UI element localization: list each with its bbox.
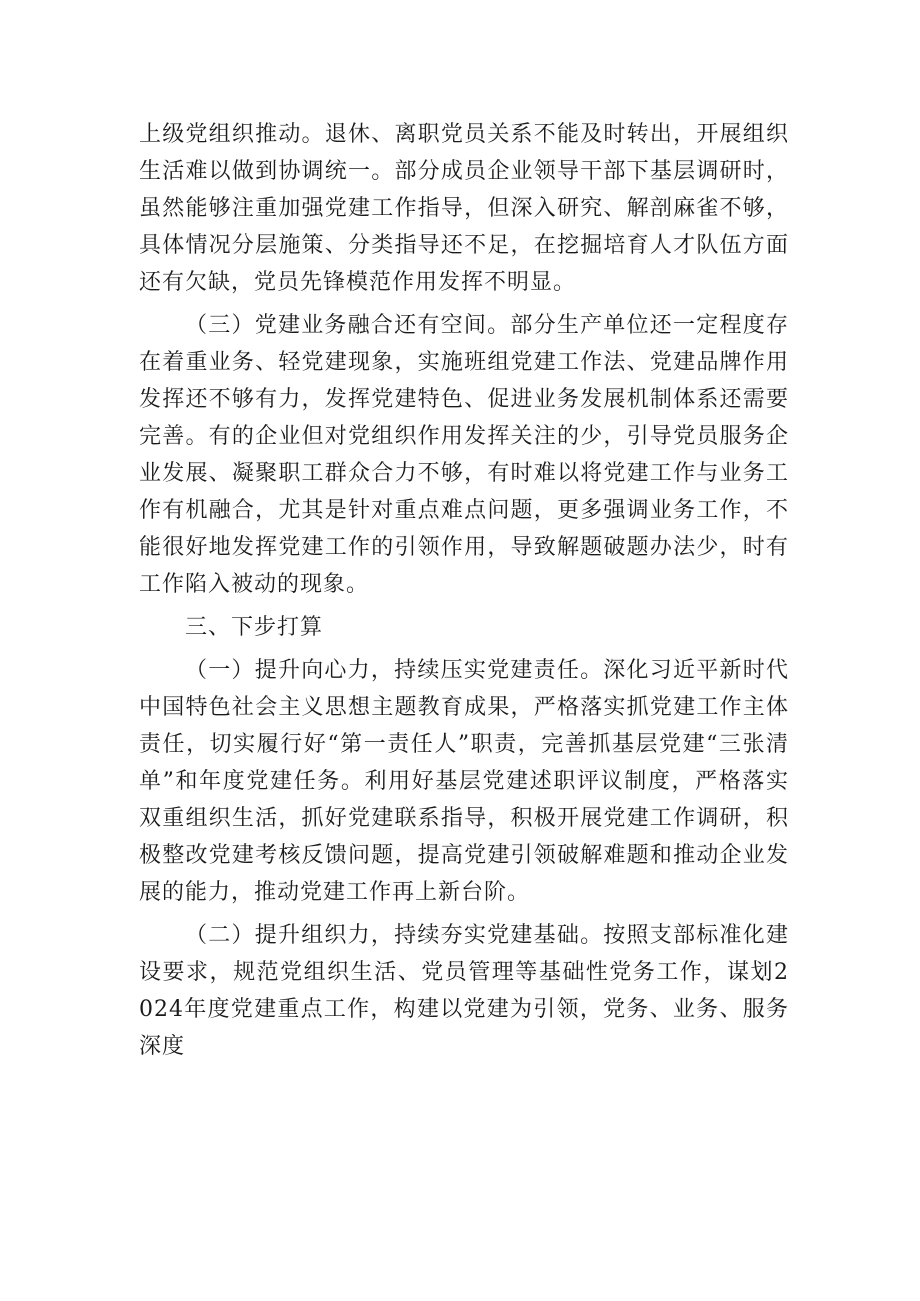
- paragraph-party-business-integration: （三）党建业务融合还有空间。部分生产单位还一定程度存在着重业务、轻党建现象，实施班组党建工作法、党建品牌作用发挥还不够有力，发挥党建特色、促进业务发展机制体系还需要完善。有的企业但对党组织作用发挥关注的少，引导党员服务企业发展、凝聚职工群众合力不够，有时难以将党建工作与业务工作有机融合，尤其是针对重点难点问题，更多强调业务工作，不能很好地发挥党建工作的引领作用，导致解题破题办法少，时有工作陷入被动的现象。: [139, 313, 789, 597]
- paragraph-cohesion: （一）提升向心力，持续压实党建责任。深化习近平新时代中国特色社会主义思想主题教育成果，严格落实抓党建工作主体责任，切实履行好“第一责任人”职责，完善抓基层党建“三张清单”和年度党建任务。利用好基层党建述职评议制度，严格落实双重组织生活，抓好党建联系指导，积极开展党建工作调研，积极整改党建考核反馈问题，提高党建引领破解难题和推动企业发展的能力，推动党建工作再上新台阶。: [139, 658, 789, 905]
- paragraph-organization: （二）提升组织力，持续夯实党建基础。按照支部标准化建设要求，规范党组织生活、党员管理等基础性党务工作，谋划2024年度党建重点工作，构建以党建为引领，党务、业务、服务深度: [139, 923, 789, 1059]
- paragraph-continuation: 上级党组织推动。退休、离职党员关系不能及时转出，开展组织生活难以做到协调统一。部分成员企业领导干部下基层调研时，虽然能够注重加强党建工作指导，但深入研究、解剖麻雀不够，具体情况分层施策、分类指导还不足，在挖掘培育人才队伍方面还有欠缺，党员先锋模范作用发挥不明显。: [139, 122, 789, 295]
- section-heading-next-steps: 三、下步打算: [185, 615, 324, 640]
- document-body: [139, 116, 789, 1065]
